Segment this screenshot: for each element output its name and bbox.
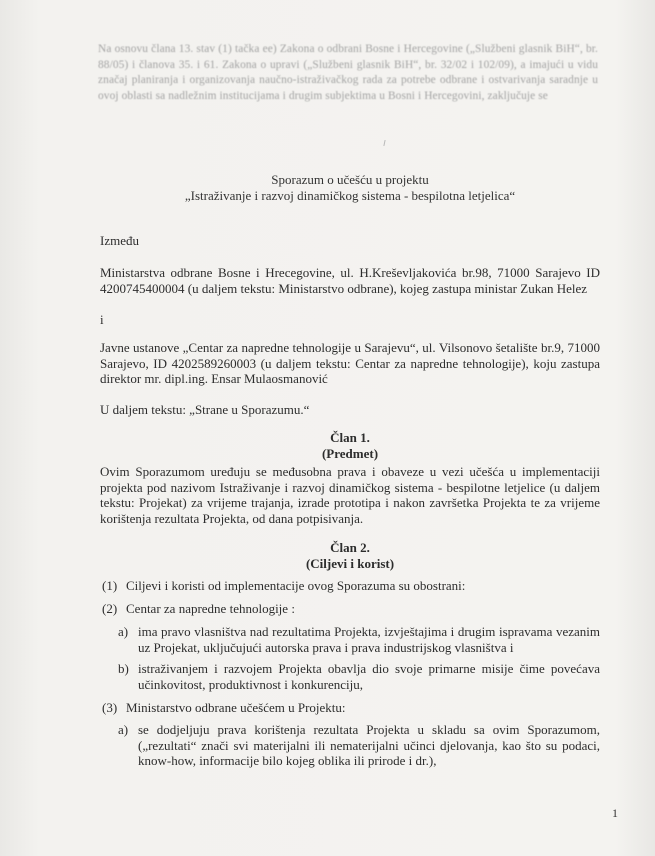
faded-preamble-paragraph: Na osnovu člana 13. stav (1) tačka ee) Zakona o odbrani Bosne i Hercegovine („Službeni glasnik BiH“, br. 88/05) i članova 35. i 61. Zakona o upravi („Službeni glasnik BiH“, br. 32/02 i 102/09), a imajući u vidu značaj planiranja i organizovanja naučno-istraživačkog rada za potrebe odbrane i ostvarivanja saradnje u ovoj oblasti sa nadležnim institucijama i drugim subjektima u Bosni i Hercegovini, zaključuje se — [98, 43, 598, 102]
article-1-body: Ovim Sporazumom uređuju se međusobna prava i obaveze u vezi učešća u implementaciji projekta pod nazivom Istraživanje i razvoj dinamičkog sistema - bespilotne letjelice (u daljem tekstu: Projekat) za vrijeme trajanja, izrade prototipa i nakon završetka Projekta te za vrijeme korištenja rezultata Projekta, od dana potpisivanja. — [100, 464, 600, 526]
article-1-heading: Član 1. — [330, 430, 370, 445]
item-2b-letter: b) — [118, 661, 129, 676]
item-3a-letter: a) — [118, 722, 129, 737]
title-line-1: Sporazum o učešću u projektu — [271, 172, 429, 187]
page-number: 1 — [612, 806, 618, 820]
item-2a-letter: a) — [118, 624, 129, 639]
article-2-heading: Član 2. — [330, 540, 370, 555]
item-1-number: (1) — [102, 578, 118, 593]
agreement-title — [100, 172, 600, 204]
parties-definition: U daljem tekstu: „Strane u Sporazumu.“ — [100, 402, 310, 417]
title-line-2: „Istraživanje i razvoj dinamičkog sistema - bespilotna letjelica“ — [184, 188, 516, 203]
item-2-number: (2) — [102, 601, 118, 616]
item-1-text: Ciljevi i koristi od implementacije ovog Sporazuma su obostrani: — [126, 578, 466, 593]
item-2b-text: istraživanjem i razvojem Projekta obavlja dio svoje primarne misije čime povećava učinkovitost, produktivnost i konkurenciju, — [138, 661, 600, 692]
item-2a-text: ima pravo vlasništva nad rezultatima Projekta, izvještajima i drugim ispravama vezanim uz Projekat, uključujući autorska prava i prava industrijskog vlasništva i — [138, 624, 600, 655]
article-2-subheading: (Ciljevi i korist) — [305, 556, 395, 571]
party-center: Javne ustanove „Centar za napredne tehnologije u Sarajevu“, ul. Vilsonovo šetalište br.9, 71000 Sarajevo, ID 4202589260003 (u daljem tekstu: Centar za napredne tehnologije), koju zastupa direktor mr. dipl.ing. Ensar Mulaosmanović — [100, 340, 600, 386]
party-ministry: Ministarstva odbrane Bosne i Hrecegovine, ul. H.Kreševljakovića br.98, 71000 Sarajevo ID 4200745400004 (u daljem tekstu: Ministarstvo odbrane), kojeg zastupa ministar Zukan Helez — [100, 265, 600, 296]
item-2-text: Centar za napredne tehnologije : — [126, 601, 295, 616]
item-3-number: (3) — [102, 700, 118, 715]
article-1-subheading: (Predmet) — [321, 446, 379, 461]
item-3a-text: se dodjeljuju prava korištenja rezultata Projekta u skladu sa ovim Sporazumom, („rezultati“ znači svi materijalni ili nematerijalni učinci djelovanja, kao što su podaci, know-how, informacije bilo kojeg oblika ili prirode i dr.), — [138, 722, 600, 768]
between-label: Između — [100, 233, 139, 248]
conjunction-i: i — [100, 312, 104, 327]
scan-mark — [383, 140, 385, 146]
item-3-text: Ministarstvo odbrane učešćem u Projektu: — [126, 700, 346, 715]
